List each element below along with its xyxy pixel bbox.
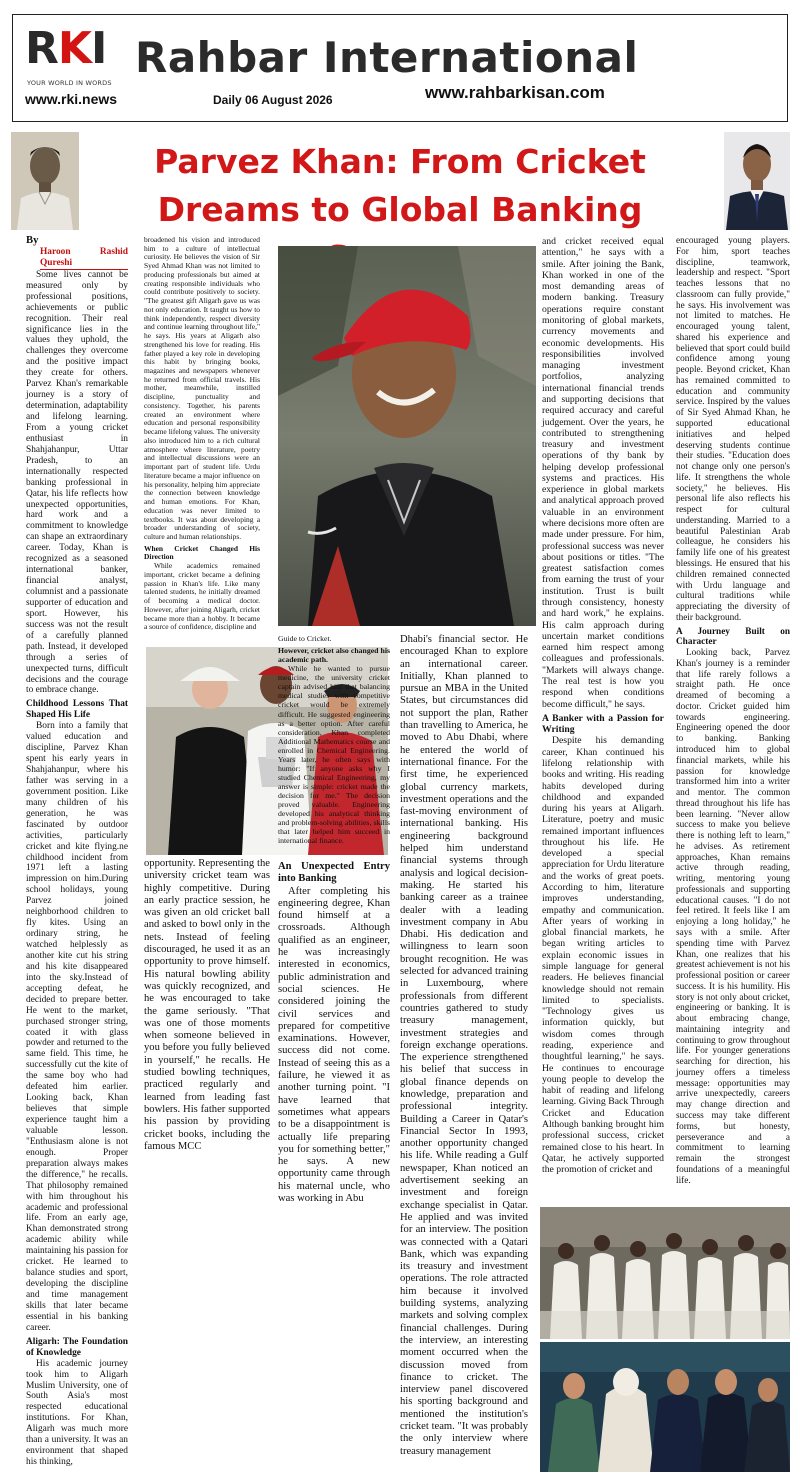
family-photo [540,1342,790,1472]
byline [26,236,128,247]
article-paragraph: While academics remained important, cricket became a defining passion in Khan's life. Like many talented students, he initially dreamed of becoming a medical doctor. However, after joining Aligarh, cricket became more than a hobby. It became a source of confidence, discipline and [144,561,260,632]
article-paragraph: Born into a family that valued education and discipline, Parvez Khan spent his early years in Shahjahanpur, where his father was serving in a government position. Like many children of his generation, he was fascinated by outdoor activities, particularly cricket and kite flying.ne childhood incident from 1971 left a lasting impression on him.During school holidays, young Parvez joined neighborhood children to fly kites. Using an ordinary string, he watched helplessly as another kite cut his string and his kite disappeared into the sky.Instead of accepting defeat, he decided to prepare better. He went to the market, purchased stronger string, coated it with glass powder and returned to the same field. This time, he successfully cut the kite of the same boy who had defeated him earlier. Looking back, Khan believes that simple experience taught him a valuable lesson. "Enthusiasm alone is not enough. Proper preparation always makes the difference," he recalls. That philosophy remained with him throughout his academic and professional life. From an early age, Khan demonstrated strong academic ability while maintaining his passion for cricket. He learned to balance studies and sport, developing the discipline and time management skills that later became essential in his banking career. [26,721,128,1333]
team-group-photo [540,1207,790,1339]
issue-date: Daily 06 August 2026 [213,93,333,107]
site-link-primary[interactable]: www.rki.news [25,91,118,107]
article-column-1 [26,236,128,1468]
logo-letters: RKI [25,23,107,74]
article-paragraph: broadened his vision and introduced him to a culture of intellectual curiosity. He believes the vision of Sir Syed Ahmad Khan was not limited to producing professionals but aimed at creating responsible individuals who could contribute positively to society. "The greatest gift Aligarh gave us was not only education. It taught us how to think independently, respect diversity and continue learning throughout life," he says. His years at Aligarh also strengthened his love for reading. His father played a key role in developing this habit by bringing books, magazines and newspapers whenever he returned from official travels. His mother, meanwhile, instilled discipline, punctuality and consistency. Together, his parents created an environment where education and personal responsibility became lifelong values. The university also introduced him to a rich cultural atmosphere where literature, poetry and intellectual discussions were an important part of student life. Urdu literature became a major influence on his personality, helping him appreciate the connection between knowledge and human emotions. For Khan, education was never limited to textbooks. It was about developing a broader understanding of society, culture and human relationships. [144,235,260,541]
article-column-4 [400,634,528,1458]
col1-body [26,270,128,1468]
article-column-3-bottom [278,858,390,1205]
article-paragraph: and cricket received equal attention," he says with a smile. After joining the Bank, Khan worked in one of the most demanding areas of modern banking. Treasury operations require constant monitoring of global markets, currency movements and economic developments. His responsibilities involved managing investment portfolios, analyzing international financial trends and supporting decisions that required accuracy and careful judgement. Over the years, he contributed to strengthening treasury and investment operations of thy bank by helping develop professional systems and practices. His experience in global markets and analytical approach proved valuable in an environment where decisions more often are made under pressure. For him, professional success was never about positions or titles. "The greatest satisfaction comes from earning the trust of your institution. Trust is built through consistency, honesty and hard work," he explains. His calm approach during uncertain market conditions earned him respect among colleagues and professionals. "Markets will always change. The real test is how you respond when conditions become difficult," he says. [542,236,664,710]
article-paragraph: Dhabi's financial sector. He encouraged Khan to explore an international career. Initially, Khan planned to pursue an MBA in the United States, but circumstances did not support the plan, Rather than travelling to America, he moved to Abu Dhabi, where he entered the world of international finance. For the first time, he experienced global currency markets, investment operations and the fast-moving environment of international banking. His engineering background helped him understand financial systems through analysis and logical decision-making. He started his banking career as a trainee dealer with a leading investment company in Abu Dhabi. His dedication and willingness to learn soon brought recognition. He was selected for advanced training in Luxembourg, where professionals from different countries gathered to study treasury management, investment strategies and foreign exchange operations. The experience strengthened his belief that success in global finance depends on knowledge, preparation and professional integrity. Building a Career in Qatar's Financial Sector In 1993, another opportunity changed his life. While reading a Gulf newspaper, Khan noticed an advertisement seeking an investment and foreign exchange specialist in Qatar. He applied and was invited for an interview. The position was connected with a Qatari Bank, which was expanding its treasury and investment operations. The role attracted him because it involved building systems, analyzing markets and solving complex financial challenges. During the interview, an interesting moment occurred when the discussion moved from finance to cricket. The interview panel discovered his sporting background and mentioned the institution's cricket team. "It was probably the only interview where treasury management [400,634,528,1457]
col3-body [278,634,390,845]
article-paragraph: Looking back, Parvez Khan's journey is a reminder that life rarely follows a straight path. He once dreamed of becoming a doctor. Cricket guided him towards engineering. Engineering opened the door to banking. Banking introduced him to global financial markets, while his passion for knowledge transformed him into a writer and mentor. The common thread throughout his life has been learning. "Never allow success to make you believe there is nothing left to learn," he advises. As retirement approaches, Khan remains active through reading, writing, mentoring young professionals and supporting educational causes. "I do not feel retired. It feels like I am enjoying a long holiday," he says with a smile. After spending time with Parvez Khan, one realizes that his greatest achievement is not his professional position or career success. It is his humility. His story is not only about cricket, engineering or banking. It is about embracing change, maintaining integrity and continuing to grow throughout life. For younger generations searching for direction, his journey offers a timeless message: opportunities may arrive unexpectedly, careers may change direction and success may take different forms, but honesty, perseverance and a commitment to learning remain the strongest foundations of a meaningful life. [676,648,790,1186]
headline-line-1: Parvez Khan: From Cricket [154,142,646,181]
masthead [12,14,788,122]
col4-body [400,634,528,1458]
site-link-secondary[interactable]: www.rahbarkisan.com [425,83,605,102]
author-line [26,247,128,270]
article-paragraph: opportunity. Representing the university cricket team was highly competitive. During an early practice session, he was given an old cricket ball and asked to bowl only in the nets. Instead of feeling discouraged, he used it as an opportunity to prove himself. His natural bowling ability was quickly recognized, and he was encouraged to take the game seriously. "That was one of those moments when someone believed in you before you fully believed in yourself," he recalls. He studied bowling techniques, practiced regularly and learned from leading fast bowlers. His father supported his passion by providing cricket books, including the famous MCC [144,858,270,1152]
logo-tagline: YOUR WORLD IN WORDS [27,79,112,87]
section-subheading: A Banker with a Passion for Writing [542,712,664,736]
rki-logo[interactable] [25,21,125,93]
author-name[interactable]: Haroon Rashid Qureshi [40,246,128,268]
article-column-5 [542,236,664,1175]
main-photo-cricket-cap [278,246,536,626]
section-subheading: An Unexpected Entry into Banking [278,861,390,885]
section-subheading: Childhood Lessons That Shaped His Life [26,699,128,721]
col2-body [144,236,260,632]
article-column-6 [676,236,790,1186]
article-paragraph: Despite his demanding career, Khan continued his lifelong relationship with books and writing. His reading habits developed during childhood and expanded during his years at Aligarh. Literature, poetry and music remained important influences throughout his life. He developed a special appreciation for Urdu literature and the works of great poets. According to him, literature improves understanding, empathy and communication. After years of working in global financial markets, he began writing articles to explain economic issues in simple language for general readers. He believes financial knowledge should not remain limited to specialists. "Technology gives us information quickly, but wisdom comes through reading, experience and thoughtful learning," he says. He continues to encourage young people to develop the habit of reading and lifelong learning. Giving Back Through Cricket and Education Although banking brought him professional success, cricket remained close to his heart. In Qatar, he actively supported the promotion of cricket and [542,735,664,1176]
section-subheading: Aligarh: The Foundation of Knowledge [26,1336,128,1358]
section-subheading: However, cricket also changed his academic path. [278,646,390,665]
col2b-body [144,858,270,1153]
section-subheading: When Cricket Changed His Direction [144,543,260,562]
article-column-2-bottom [144,858,270,1153]
article-paragraph: Some lives cannot be measured only by professional positions, achievements or public recognition. Their real significance lies in the values they uphold, the challenges they overcome and the positive impact they create for others. Parvez Khan's remarkable journey is a story of determination, adaptability and lifelong learning. From a young cricket enthusiast in Shahjahanpur, Uttar Pradesh, to an internationally respected banking professional in Qatar, his life reflects how unexpected opportunities, hard work and a commitment to knowledge can shape an extraordinary career. Today, Khan is recognized as a seasoned international banker, financial analyst, columnist and a passionate supporter of education and sport. However, his success was not the result of a carefully planned path. Instead, it developed through a series of unexpected turns, difficult decisions and the courage to embrace change. [26,269,128,696]
col3b-body [278,861,390,1205]
article-column-2-top [144,236,260,632]
section-subheading: A Journey Built on Character [676,626,790,648]
article-paragraph: His academic journey took him to Aligarh Muslim University, one of South Asia's most respected educational institutions. For Khan, Aligarh was much more than a university. It was an environment that shaped his thinking, [26,1358,128,1468]
headline-line-2: Dreams to Global Banking [157,190,643,229]
article-paragraph: After completing his engineering degree, Khan found himself at a crossroads. Although qualified as an engineer, he was increasingly interested in economics, public administration and social sciences. He considered joining the civil services and prepared for competitive examinations. However, success did not come. Instead of seeing this as a failure, he viewed it as another turning point. "I have learned that sometimes what appears to be a disappointment is actually life preparing you for something better," he says. A new opportunity came through his maternal uncle, who was working in Abu [278,885,390,1205]
article-paragraph: encouraged young players. For him, sport teaches discipline, teamwork, leadership and respect. "Sport teaches lessons that no classroom can fully provide," he says. His involvement was not limited to matches. He encouraged young talent, shared his experience and believed that sport could build confidence among young people. Beyond cricket, Khan has remained committed to education and community service. Inspired by the values of Sir Syed Ahmad Khan, he supported educational initiatives and helped deserving students continue their studies. "Education does not change only one person's life. It strengthens the whole society," he believes. His personal life also reflects his respect for cultural understanding. Married to a beautiful Palestinian Arab colleague, he considers his family life one of his greatest blessings. He ensured that his children remained connected with Urdu language and cultural traditions while appreciating the diversity of their background. [676,236,790,623]
col6-body [676,236,790,1186]
article-paragraph: While he wanted to pursue medicine, the university cricket captain advised him that balancing medical studies with competitive cricket would be extremely difficult. He suggested engineering as a better option. After careful consideration, Khan completed Additional Mathematics course and enrolled in Chemical Engineering. Years later, he often says with humor: "If anyone asks why I studied Chemical Engineering, my answer is simple: cricket made the decision for me." The decision proved valuable. Engineering developed his analytical thinking and problem-solving abilities, skills that later helped him succeed in international finance. [278,664,390,846]
article-column-3-top [278,634,390,845]
article-paragraph: Guide to Cricket. [278,634,332,643]
by-label: By [26,235,39,246]
col5-body [542,236,664,1175]
childhood-portrait [11,132,79,230]
publication-name: Rahbar International [135,33,639,82]
adult-portrait [724,132,790,230]
